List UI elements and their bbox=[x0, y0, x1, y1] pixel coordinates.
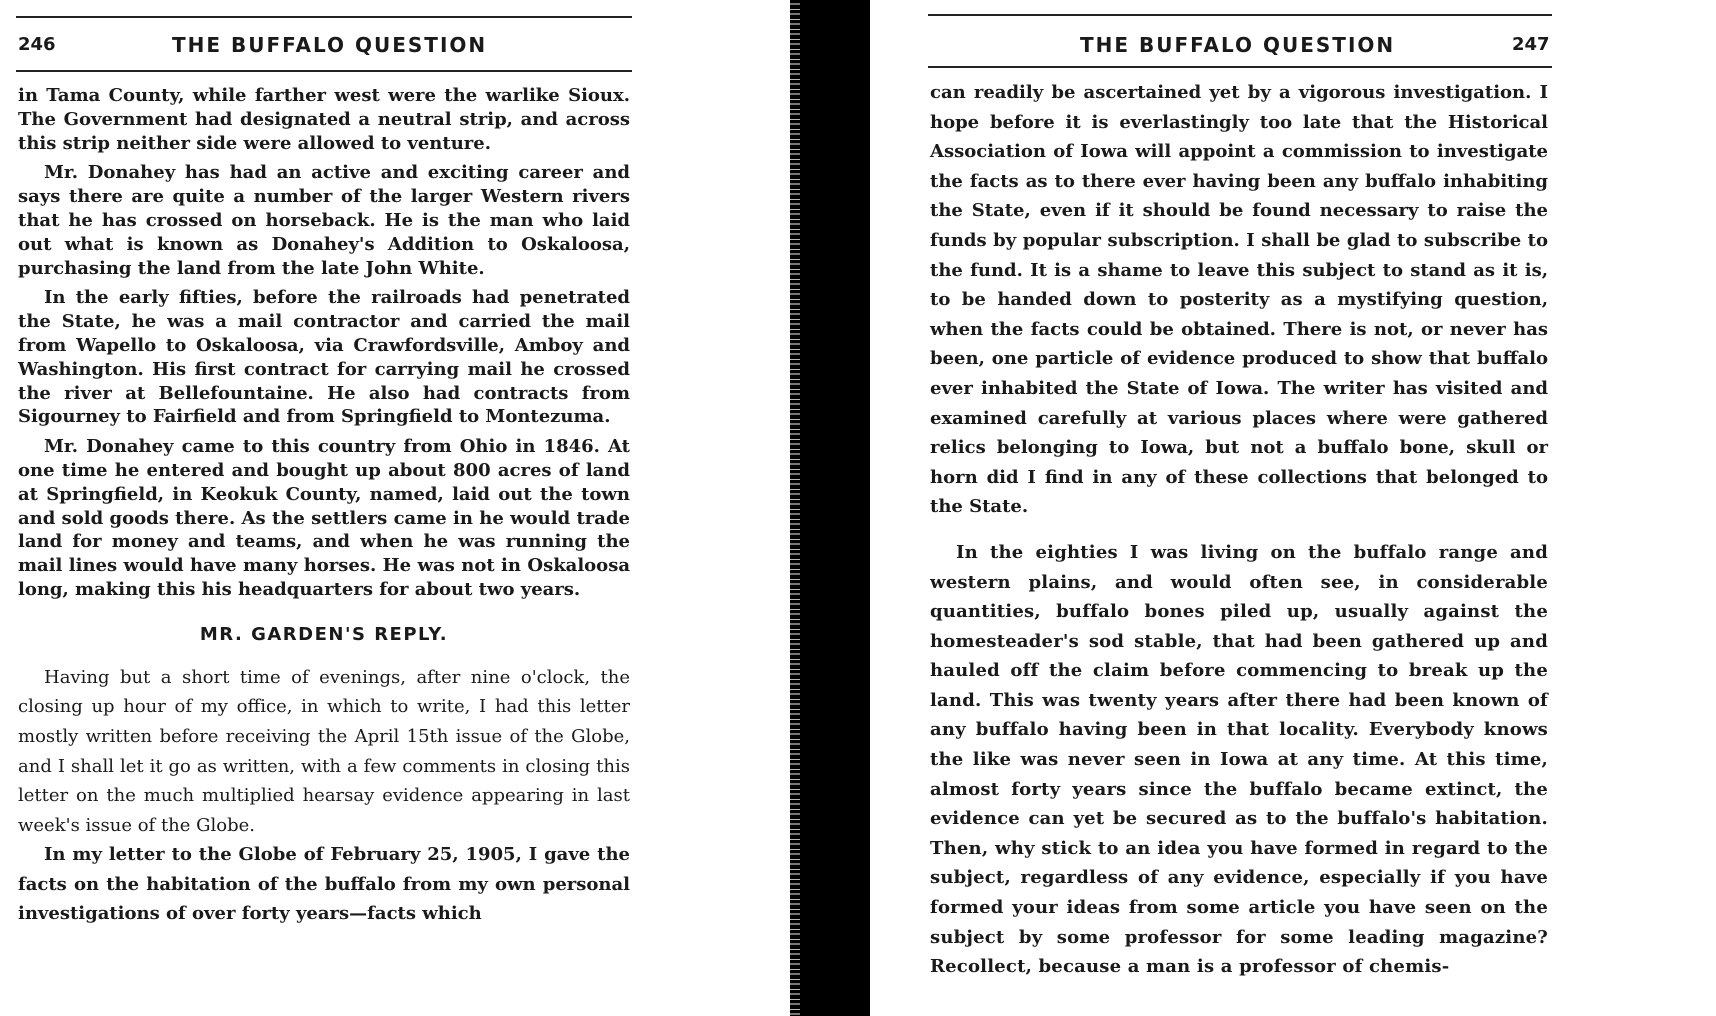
section-heading: MR. GARDEN'S REPLY. bbox=[199, 623, 449, 645]
paragraph: In the eighties I was living on the buffalo range and western plains, and would often see, in considerable quantities, buffalo bones piled up, usually against the homesteader's sod stable, that had been gathered up and hauled off the claim before commencing to break up the land. This was twenty years after there had been known of any buffalo having been in that locality. Everybody knows the like was never seen in Iowa at any time. At this time, almost forty years since the buffalo became extinct, the evidence can yet be secured as to the buffalo's habitation. Then, why stick to an idea you have formed in regard to the subject, regardless of any evidence, especially if you have formed your ideas from some article you have seen on the subject by some professor for some leading magazine? Recollect, because a man is a professor of chemis- bbox=[930, 541, 1548, 978]
paragraph: In my letter to the Globe of February 25, 1905, I gave the facts on the habitation of the buffalo from my own personal investigations of over forty years—facts which bbox=[18, 844, 630, 925]
book-gutter bbox=[800, 0, 870, 1016]
paragraph: Mr. Donahey has had an active and exciting career and says there are quite a number of the larger Western rivers that he has crossed on horseback. He is the man who laid out what is known as Donahey's Addition to Oskaloosa, purchasing the land from the late John White. bbox=[18, 162, 630, 279]
paragraph: Mr. Donahey came to this country from Ohio in 1846. At one time he entered and bought up about 800 acres of land at Springfield, in Keokuk County, named, laid out the town and sold goods there. As the settlers came in he would trade land for money and teams, and when he was running the mail lines would have many horses. He was not in Oskaloosa long, making this his headquarters for about two years. bbox=[18, 436, 630, 600]
running-head: THE BUFFALO QUESTION bbox=[172, 33, 488, 57]
paragraph: can readily be ascertained yet by a vigorous investigation. I hope before it is everlastingly too late that the Historical Association of Iowa will appoint a commission to investigate the facts as to there ever having been any buffalo inhabiting the State, even if it should be found necessary to raise the funds by popular subscription. I shall be glad to subscribe to the fund. It is a shame to leave this subject to stand as it is, to be handed down to posterity as a mystifying question, when the facts could be obtained. There is not, or never has been, one particle of evidence produced to show that buffalo ever inhabited the State of Iowa. The writer has visited and examined carefully at various places where were gathered relics belonging to Iowa, but not a buffalo bone, skull or horn did I find in any of these collections that belonged to the State. bbox=[930, 82, 1548, 518]
header-rule bbox=[16, 70, 632, 72]
page-number: 246 bbox=[18, 34, 56, 55]
left-body-text bbox=[18, 84, 630, 929]
paragraph: in Tama County, while farther west were the warlike Sioux. The Government had designated a neutral strip, and across this strip neither side were allowed to venture. bbox=[18, 85, 630, 154]
right-page bbox=[930, 0, 1716, 1016]
paragraph: In the early fifties, before the railroads had penetrated the State, he was a mail contractor and carried the mail from Wapello to Oskaloosa, via Crawfordsville, Amboy and Washington. His first contract for carrying mail he crossed the river at Bellefountaine. He also had contracts from Sigourney to Fairfield and from Springfield to Montezuma. bbox=[18, 287, 630, 428]
right-body-text bbox=[930, 78, 1548, 982]
top-rule bbox=[928, 14, 1552, 16]
paragraph: Having but a short time of evenings, after nine o'clock, the closing up hour of my office, in which to write, I had this letter mostly written before receiving the April 15th issue of the Globe, and I shall let it go as written, with a few comments in closing this letter on the much multiplied hearsay evidence appearing in last week's issue of the Globe. bbox=[18, 666, 630, 836]
running-head: THE BUFFALO QUESTION bbox=[1080, 33, 1396, 57]
top-rule bbox=[16, 16, 632, 18]
left-page bbox=[0, 0, 790, 1016]
page-number: 247 bbox=[1512, 34, 1550, 55]
header-rule bbox=[928, 66, 1552, 68]
